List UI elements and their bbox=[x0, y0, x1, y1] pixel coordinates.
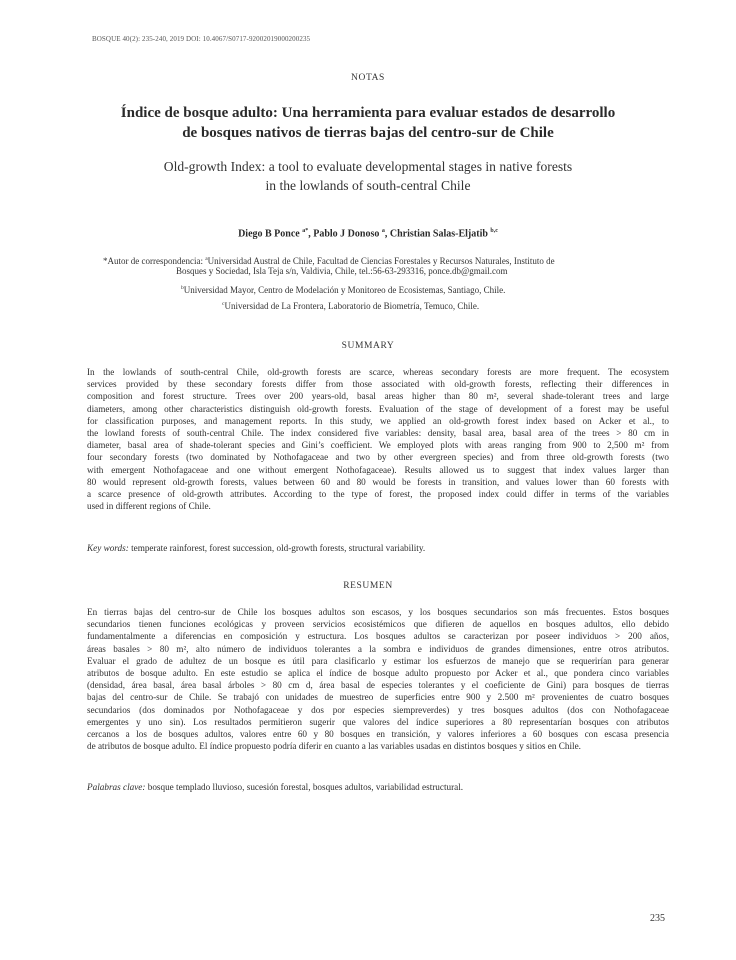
author-affiliation-mark: a* bbox=[302, 228, 309, 234]
title-english-line: in the lowlands of south-central Chile bbox=[265, 178, 471, 193]
resumen-line: cercanos a los de bosques adultos, valores entre 60 y 80 bosques en transición, y valores inferiores a 60 bosques con escasa presencia bbox=[87, 729, 669, 740]
resumen-line: secundarios tienen funciones ecológicas y proveen servicios ecosistémicos que difieren de aquellos en bosques adultos, ello debido bbox=[87, 619, 669, 630]
author-name: Pablo J Donoso bbox=[313, 228, 380, 240]
summary-line: 80 would represent old-growth forests, values between 60 and 80 would be forests in transition, and values lower than 60 forests with bbox=[87, 476, 669, 487]
keywords-label: Palabras clave: bbox=[87, 782, 146, 792]
summary-line: a scarce presence of old-growth attributes. According to the type of forest, the proposed index could differ in terms of the variables bbox=[87, 489, 669, 500]
keywords-label: Key words: bbox=[87, 543, 129, 553]
resumen-line: de atributos de bosque adulto. El índice propuesto podría diferir en cuanto a las variables usadas en distintos bosques y sitios en Chile. bbox=[87, 741, 581, 752]
author-list: Diego B Ponce $^{a*}$, Pablo J Donoso $^a$, Christian Salas-Eljatib $^{b,c}$ bbox=[238, 228, 498, 240]
journal-citation: BOSQUE 40(2): 235-240, 2019 DOI: 10.4067/S0717-92002019000200235 bbox=[92, 35, 311, 43]
title-spanish-line: Índice de bosque adulto: Una herramienta para evaluar estados de desarrollo bbox=[120, 105, 616, 121]
affiliation-c: $^c$Universidad de La Frontera, Laboratorio de Biometría, Temuco, Chile. bbox=[222, 301, 480, 311]
resumen-line: fundamentalmente a diferencias en composición y estructura. Los bosques adultos se caracterizan por poseer individuos > 200 años, bbox=[87, 631, 669, 642]
resumen-keywords bbox=[87, 782, 669, 792]
summary-keywords bbox=[87, 543, 669, 553]
resumen-line: secundarios (dos dominados por Nothofagaceae y dos por especies siempreverdes) y tres bosques adultos (dos con Nothofagaceae bbox=[87, 704, 669, 715]
title-english bbox=[70, 157, 666, 195]
summary-line: for classification purposes, and management reports. In this study, we applied an old-growth forest index based on Acker et al., to bbox=[87, 415, 669, 426]
summary-line: diameters, among other characteristics distinguish old-growth forests. Evaluation of the stage of development of a forest may be useful bbox=[87, 403, 669, 414]
title-spanish-line: de bosques nativos de tierras bajas del centro-sur de Chile bbox=[182, 125, 554, 141]
affiliation-a: *Autor de correspondencia: $^a$Universidad Austral de Chile, Facultad de Ciencias Forestales y Recursos Naturales, Instituto de bbox=[103, 256, 555, 266]
summary-line: four secondary forests (two dominated by Nothofagaceae and two by other evergreen species) and from three old-growth forests (two bbox=[87, 452, 669, 463]
keywords-text: bosque templado lluvioso, sucesión forestal, bosques adultos, variabilidad estructural. bbox=[145, 782, 464, 792]
title-english-line: Old-growth Index: a tool to evaluate developmental stages in native forests bbox=[163, 159, 573, 174]
resumen-line: emergentes y uno sin). Los resultados permitieron sugerir que valores del índice superiores a 80 representarían bosques con atributos bbox=[87, 716, 669, 727]
affiliation-a-continued: Bosques y Sociedad, Isla Teja s/n, Valdivia, Chile, tel.:56-63-293316, ponce.db@gmail.com bbox=[176, 266, 508, 276]
keywords-text: temperate rainforest, forest succession, old-growth forests, structural variability. bbox=[128, 543, 426, 553]
summary-line: In the lowlands of south-central Chile, old-growth forests are scarce, whereas secondary forests are more frequent. The ecosystem bbox=[87, 367, 669, 377]
section-label: NOTAS bbox=[351, 73, 385, 83]
title-spanish bbox=[70, 103, 666, 143]
summary-line: the lowland forests of south-central Chile. The index considered five variables: density, basal area, basal area of the trees > 80 cm in bbox=[87, 428, 669, 439]
summary-line: with emergent Nothofagaceae and one without emergent Nothofagaceae). Results allowed us to suggest that index values larger than bbox=[87, 464, 669, 475]
summary-line: diameter, basal area of shade-tolerant species and Gini’s coefficient. We employed plots with areas ranging from 900 to 2,500 m² from bbox=[87, 440, 669, 451]
corresponding-author-label: *Autor de correspondencia: bbox=[103, 256, 206, 266]
resumen-line: En tierras bajas del centro-sur de Chile los bosques adultos son escasos, y los bosques secundarios son más frecuentes. Estos bosques bbox=[87, 607, 669, 617]
summary-line: used in different regions of Chile. bbox=[87, 501, 211, 512]
author-affiliation-mark: a bbox=[381, 228, 385, 234]
author-name: Christian Salas-Eljatib bbox=[389, 228, 488, 240]
resumen-line: (densidad, área basal, área basal árboles > 80 cm d, área basal de especies tolerantes y el coeficiente de Gini) para bosques de tierras bbox=[87, 680, 669, 691]
author-affiliation-mark: b,c bbox=[490, 228, 498, 234]
resumen-line: Evaluar el grado de adultez de un bosque es útil para clasificarlo y estimar los esfuerzos de manejo que se requerirían para generar bbox=[87, 655, 669, 666]
resumen-text bbox=[87, 606, 669, 752]
summary-line: services provided by these secondary forests differ from those associated with old-growth forests, reflecting their differences in bbox=[87, 379, 669, 390]
affiliation-b: $^b$Universidad Mayor, Centro de Modelación y Monitoreo de Ecosistemas, Santiago, Chile. bbox=[181, 285, 506, 295]
resumen-line: atributos de bosque adulto. En este estudio se aplica el índice de bosque adulto propuesto por Acker et al., que pondera cinco variables bbox=[87, 668, 669, 679]
summary-text bbox=[87, 366, 669, 512]
summary-line: composition and forest structure. Trees over 200 years-old, basal areas higher than 80 m², several shade-tolerant trees and large bbox=[87, 391, 669, 402]
resumen-line: bajas del centro-sur de Chile. Se trabajó con unidades de muestreo de superficies entre 900 y 2.500 m² provenientes de cuatro bosques bbox=[87, 692, 669, 703]
author-name: Diego B Ponce bbox=[238, 228, 300, 240]
resumen-line: áreas basales > 80 m², alto número de individuos tolerantes a la sombra e individuos de grandes dimensiones, entre otros atributos. bbox=[87, 643, 669, 654]
summary-heading: SUMMARY bbox=[341, 341, 395, 351]
page-number: 235 bbox=[650, 913, 665, 924]
resumen-heading: RESUMEN bbox=[343, 581, 393, 591]
